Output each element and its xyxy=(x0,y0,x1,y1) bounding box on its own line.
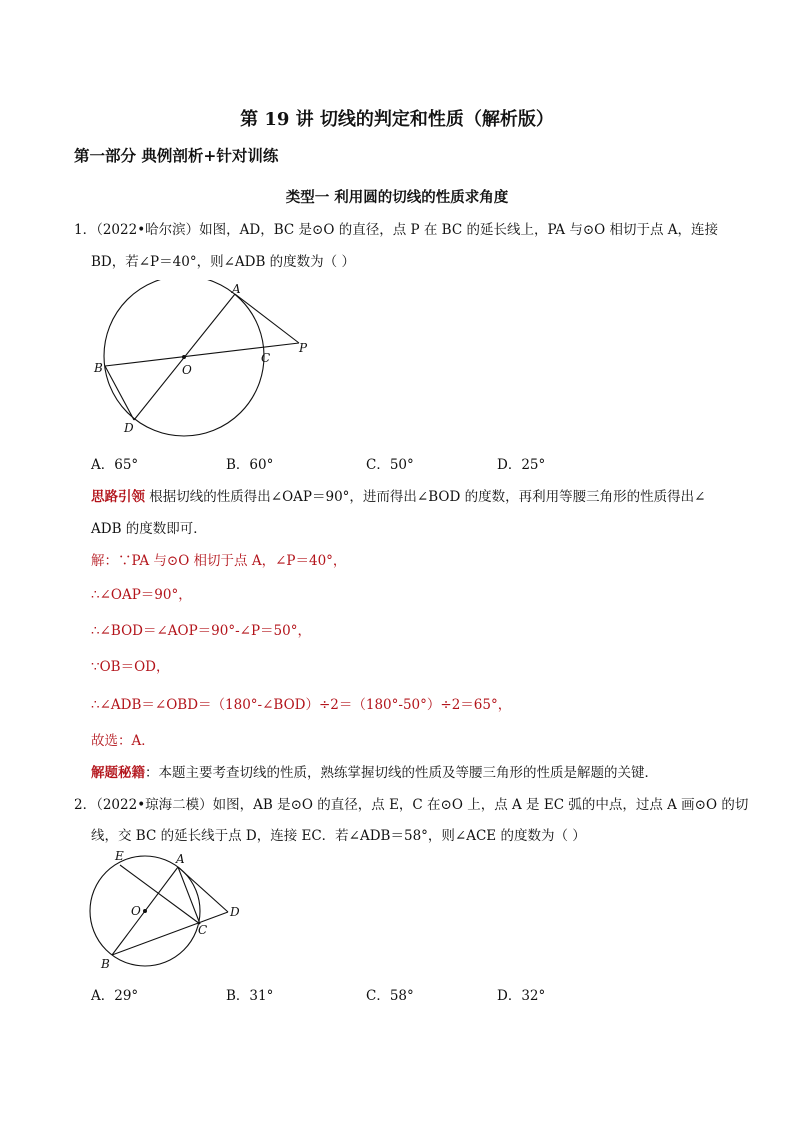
q1-figure xyxy=(88,280,328,440)
q2-label-O: O xyxy=(131,904,141,918)
q1-solution-line4: ∵OB＝OD， xyxy=(91,659,170,675)
q1-key-line xyxy=(91,761,658,781)
q1-line-AP xyxy=(235,294,299,343)
q2-option-d: D．32° xyxy=(497,988,546,1004)
q1-label-P: P xyxy=(299,341,308,355)
q1-stem-line1: 1．（2022•哈尔滨）如图，AD，BC 是⊙O 的直径，点 P 在 BC 的延长线上，PA 与⊙O 相切于点 A，连接 xyxy=(74,222,719,238)
q1-label-D: D xyxy=(124,421,134,435)
q2-stem-line2: 线，交 BC 的延长线于点 D，连接 EC．若∠ADB＝58°，则∠ACE 的度数为（ ） xyxy=(91,828,586,844)
q1-answer: 故选：A． xyxy=(91,733,155,749)
q1-label-O: O xyxy=(182,363,192,377)
q1-option-b: B．60° xyxy=(226,457,274,473)
q1-solution-line2: ∴∠OAP＝90°， xyxy=(91,587,192,603)
q1-option-d: D．25° xyxy=(497,457,546,473)
q2-center-dot xyxy=(143,909,147,913)
q1-hint-text: 根据切线的性质得出∠OAP＝90°，进而得出∠BOD 的度数，再利用等腰三角形的性质得出∠ xyxy=(149,489,706,505)
part-heading: 第一部分 典例剖析+针对训练 xyxy=(74,146,279,165)
q1-line-BD xyxy=(105,366,134,420)
q1-center-dot xyxy=(182,355,186,359)
q2-label-B: B xyxy=(101,957,110,971)
q2-line-AD xyxy=(178,867,228,912)
q1-option-c: C．50° xyxy=(366,457,414,473)
q2-stem-line1: 2．（2022•琼海二模）如图，AB 是⊙O 的直径，点 E，C 在⊙O 上，点 A 是 EC 弧的中点，过点 A 画⊙O 的切 xyxy=(74,797,749,813)
q2-figure xyxy=(82,846,252,974)
q1-solution-line5: ∴∠ADB＝∠OBD＝（180°-∠BOD）÷2＝（180°-50°）÷2＝65°， xyxy=(91,697,512,713)
q2-line-BD xyxy=(112,912,228,955)
q1-key-label: 解题秘籍 xyxy=(91,765,145,781)
q2-option-b: B．31° xyxy=(226,988,274,1004)
q1-solution-line1: 解：∵PA 与⊙O 相切于点 A，∠P＝40°， xyxy=(91,553,347,569)
q2-option-c: C．58° xyxy=(366,988,414,1004)
type-heading: 类型一 利用圆的切线的性质求角度 xyxy=(285,189,509,206)
q2-label-D: D xyxy=(230,905,240,919)
q1-stem-line2: BD，若∠P＝40°，则∠ADB 的度数为（ ） xyxy=(91,254,355,270)
q1-label-A: A xyxy=(232,282,241,296)
page-title: 第 19 讲 切线的判定和性质（解析版） xyxy=(240,109,554,130)
q2-option-a: A．29° xyxy=(91,988,139,1004)
q1-solution-line3: ∴∠BOD＝∠AOP＝90°-∠P＝50°， xyxy=(91,623,311,639)
q2-label-C: C xyxy=(198,923,208,937)
q1-hint-line2: ADB 的度数即可． xyxy=(91,521,207,537)
q1-hint-line1 xyxy=(91,485,705,505)
q1-label-C: C xyxy=(261,351,271,365)
q2-label-E: E xyxy=(115,849,124,863)
q2-label-A: A xyxy=(176,852,185,866)
q1-option-a: A．65° xyxy=(91,457,139,473)
q1-key-text: ：本题主要考查切线的性质，熟练掌握切线的性质及等腰三角形的性质是解题的关键． xyxy=(145,765,658,781)
q1-hint-label: 思路引领 xyxy=(91,489,145,505)
q1-label-B: B xyxy=(94,361,103,375)
